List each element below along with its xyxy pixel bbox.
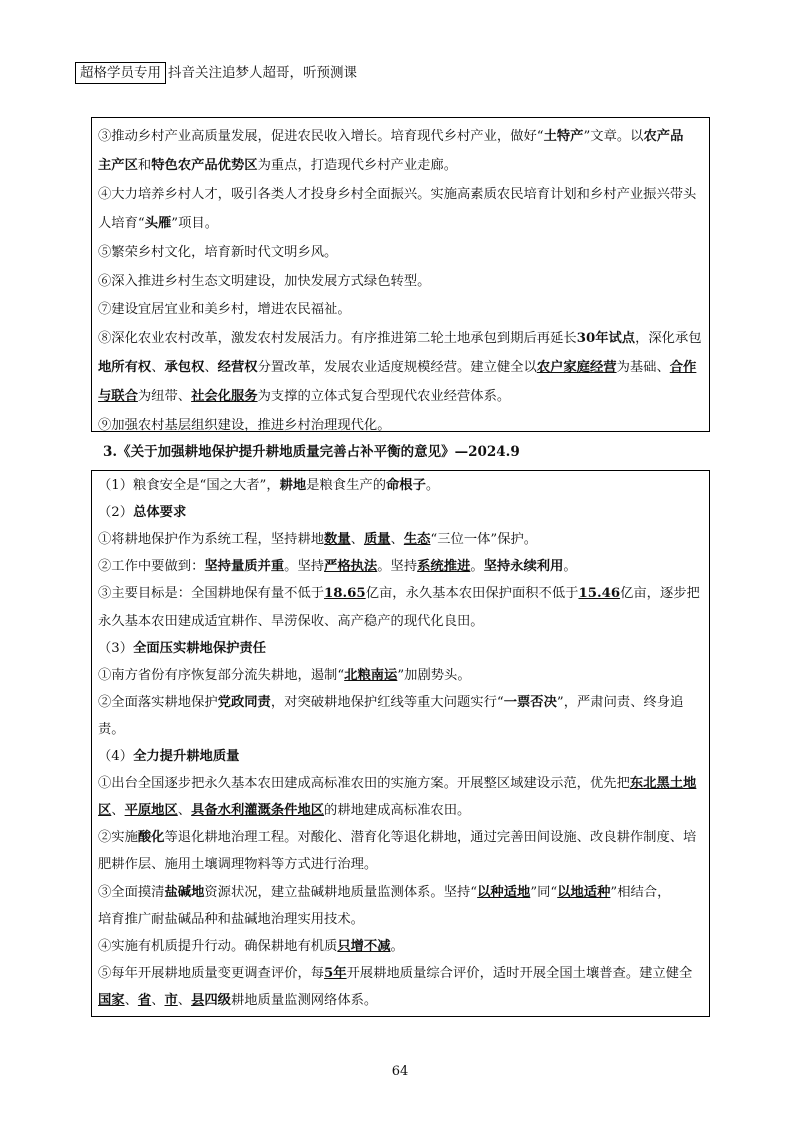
text-segment: 人培育“ (98, 215, 145, 231)
text-segment: ①南方省份有序恢复部分流失耕地，遏制“ (98, 667, 345, 683)
text-line (98, 155, 705, 177)
text-segment: 责。 (98, 721, 125, 737)
text-segment: ①将耕地保护作为系统工程，坚持耕地 (98, 532, 325, 548)
text-segment: 全力提升耕地质量 (133, 749, 240, 764)
text-segment: ①出台全国逐步把永久基本农田建成高标准农田的实施方案。开展整区域建设示范，优先把 (98, 776, 630, 792)
text-segment: 地所有权 (98, 360, 152, 376)
text-line (98, 909, 705, 931)
text-segment: 、 (151, 360, 165, 376)
text-segment: 以种适地 (477, 884, 531, 900)
text-line (98, 184, 705, 206)
text-segment: 北粮南运 (344, 667, 398, 683)
text-segment: 农产品 (643, 129, 684, 144)
text-line (98, 529, 705, 551)
text-segment: ⑦建设宜居宜业和美乡村，增进农民福祉。 (98, 302, 351, 318)
text-line (98, 719, 705, 741)
text-segment: 30年试点 (576, 331, 636, 347)
text-segment: 特色农产品优势区 (151, 157, 258, 173)
text-segment: ③主要目标是：全国耕地保有量不低于 (98, 586, 325, 602)
text-segment: 是粮食生产的 (306, 478, 386, 493)
text-segment: 等退化耕地治理工程。对酸化、潜育化等退化耕地，通过完善田间设施、改良耕作制度、培 (164, 830, 697, 846)
text-segment: 亿亩，永久基本农田保护面积不低于 (365, 586, 579, 602)
text-segment: 以地适种 (557, 884, 611, 900)
text-line (98, 242, 705, 264)
text-line (98, 475, 705, 497)
text-line (98, 415, 705, 437)
text-line (98, 665, 705, 687)
text-segment: 耕地质量监测网络体系。 (230, 992, 378, 1008)
text-segment: 。 (470, 559, 484, 575)
text-segment: ⑧深化农业农村改革，激发农村发展活力。有序推进第二轮土地承包到期后再延长 (98, 331, 577, 347)
text-segment: 只增不减 (337, 938, 391, 954)
text-segment: （3） (98, 640, 134, 656)
text-segment: 国家 (98, 992, 125, 1008)
text-segment: 。 (425, 478, 440, 493)
text-segment: 15.46 (578, 586, 621, 602)
text-segment: ”，严肃问责、终身追 (556, 694, 684, 710)
text-line (98, 936, 705, 958)
text-segment: 数量 (324, 532, 351, 548)
text-segment: 农户家庭经营 (536, 360, 617, 376)
text-line (98, 502, 705, 524)
text-segment: 头雁 (144, 215, 172, 231)
text-line (98, 746, 705, 768)
text-line (98, 963, 705, 985)
text-line (98, 357, 705, 379)
text-segment: 坚持永续利用 (483, 559, 564, 575)
text-segment: 党政同责 (217, 694, 271, 710)
text-segment: 严格执法 (324, 559, 378, 575)
text-segment: 四级 (204, 992, 231, 1008)
text-segment: 主产区 (98, 157, 138, 173)
text-segment: 市 (164, 992, 178, 1008)
text-line (98, 692, 705, 714)
text-segment: 东北黑土地 (629, 776, 697, 792)
text-segment: 培育推广耐盐碱品种和盐碱地治理实用技术。 (98, 911, 364, 927)
text-segment: 酸化 (137, 830, 165, 846)
section-title: 3.《关于加强耕地保护提升耕地质量完善占补平衡的意见》—2024.9 (103, 444, 520, 460)
text-segment: 分置改革，发展农业适度规模经营。建立健全以 (257, 360, 537, 376)
text-segment: ③全面摸清 (98, 884, 165, 900)
text-segment: ”相结合， (610, 884, 671, 900)
text-segment: “三位一体”保护。 (430, 532, 538, 548)
text-segment: 。坚持 (377, 559, 418, 575)
text-line (98, 638, 705, 660)
text-segment: 具备水利灌溉条件地区 (191, 803, 325, 819)
text-segment: 。坚持 (284, 559, 325, 575)
text-segment: 承包权 (164, 360, 205, 376)
text-segment: 亿亩，逐步把 (620, 586, 700, 602)
text-line (98, 126, 705, 148)
text-segment: ，对突破耕地保护红线等重大问题实行“ (270, 694, 504, 710)
header-badge: 超格学员专用 (75, 62, 166, 84)
text-segment: 盐碱地 (164, 884, 205, 900)
text-segment: ③推动乡村产业高质量发展，促进农民收入增长。培育现代乡村产业，做好“ (98, 129, 544, 144)
text-line (98, 583, 705, 605)
text-segment: 、 (151, 992, 165, 1008)
text-segment: 总体要求 (133, 505, 187, 521)
text-segment: 与联合 (98, 389, 138, 405)
text-segment: ”加剧势头。 (397, 667, 471, 683)
text-segment: ”同“ (530, 884, 558, 900)
text-line (98, 800, 705, 822)
text-segment: 、 (177, 992, 192, 1008)
text-line (98, 854, 705, 876)
text-segment: 永久基本农田建成适宜耕作、旱涝保收、高产稳产的现代化良田。 (98, 613, 484, 629)
text-segment: 为纽带、 (137, 389, 192, 405)
text-segment: ⑤每年开展耕地质量变更调查评价，每 (98, 965, 325, 981)
text-line (98, 213, 705, 235)
text-segment: 5年 (324, 965, 347, 981)
text-segment: 生态 (403, 532, 431, 548)
text-segment: ⑥深入推进乡村生态文明建设，加快发展方式绿色转型。 (98, 273, 431, 289)
text-line (98, 328, 705, 350)
text-segment: 、 (390, 532, 404, 548)
text-segment: （4） (98, 749, 134, 764)
text-segment: 、 (124, 992, 138, 1008)
text-segment: ④实施有机质提升行动。确保耕地有机质 (98, 938, 338, 954)
content-box-rural-revitalization (91, 117, 710, 432)
text-segment: 和 (137, 157, 152, 173)
text-segment: （2） (98, 505, 134, 521)
text-segment: 为基础、 (616, 360, 670, 376)
text-segment: （1）粮食安全是“国之大者”， (98, 478, 280, 493)
text-line (98, 556, 705, 578)
text-segment: ”文章。以 (583, 129, 644, 144)
text-segment: 命根子 (386, 478, 426, 493)
text-segment: 质量 (363, 532, 391, 548)
header-text: 抖音关注追梦人超哥，听预测课 (168, 65, 357, 81)
text-segment: 一票否决 (503, 694, 557, 710)
text-segment: 、 (111, 803, 125, 819)
text-segment: ”项目。 (171, 215, 218, 231)
text-segment: ，深化承包 (635, 331, 702, 347)
content-box-farmland-protection (91, 470, 710, 1017)
text-line (98, 611, 705, 633)
text-segment: ④大力培养乡村人才，吸引各类人才投身乡村全面振兴。实施高素质农民培育计划和乡村产业振兴带头 (98, 186, 697, 202)
text-segment: 。 (390, 938, 404, 954)
text-segment: 、 (177, 803, 192, 819)
page-header (75, 62, 357, 84)
text-segment: 。 (563, 559, 577, 575)
text-segment: 为重点，打造现代乡村产业走廊。 (257, 157, 458, 173)
text-line (98, 271, 705, 293)
text-segment: 土特产 (543, 129, 584, 144)
text-segment: 耕地 (279, 478, 307, 493)
text-segment: 县 (191, 992, 205, 1008)
text-segment: 省 (137, 992, 152, 1008)
text-segment: 、 (350, 532, 364, 548)
text-line (98, 827, 705, 849)
text-segment: 系统推进 (417, 559, 471, 575)
text-segment: 、 (204, 360, 218, 376)
text-line (98, 299, 705, 321)
text-line (98, 386, 705, 408)
text-segment: ②工作中要做到： (98, 559, 205, 575)
text-segment: ⑨加强农村基层组织建设，推进乡村治理现代化。 (98, 418, 391, 433)
page-number: 64 (391, 1064, 409, 1079)
text-segment: 开展耕地质量综合评价，适时开展全国土壤普查。建立健全 (346, 965, 693, 981)
text-segment: 区 (98, 803, 112, 819)
text-line (98, 773, 705, 795)
text-segment: 经营权 (217, 360, 258, 376)
text-segment: 资源状况，建立盐碱耕地质量监测体系。坚持“ (204, 884, 478, 900)
text-segment: 合作 (669, 360, 697, 376)
text-segment: ②全面落实耕地保护 (98, 694, 218, 710)
text-segment: 18.65 (324, 586, 366, 602)
text-segment: 肥耕作层、施用土壤调理物料等方式进行治理。 (98, 857, 378, 873)
text-segment: 的耕地建成高标准农田。 (324, 803, 471, 819)
text-segment: 坚持量质并重 (204, 559, 285, 575)
text-line (98, 990, 705, 1012)
text-segment: ⑤繁荣乡村文化，培育新时代文明乡风。 (98, 244, 338, 260)
text-line (98, 882, 705, 904)
text-segment: 全面压实耕地保护责任 (133, 640, 267, 656)
text-segment: 为支撑的立体式复合型现代农业经营体系。 (257, 389, 511, 405)
text-segment: ②实施 (98, 830, 138, 846)
text-segment: 平原地区 (124, 803, 178, 819)
text-segment: 社会化服务 (191, 389, 258, 405)
